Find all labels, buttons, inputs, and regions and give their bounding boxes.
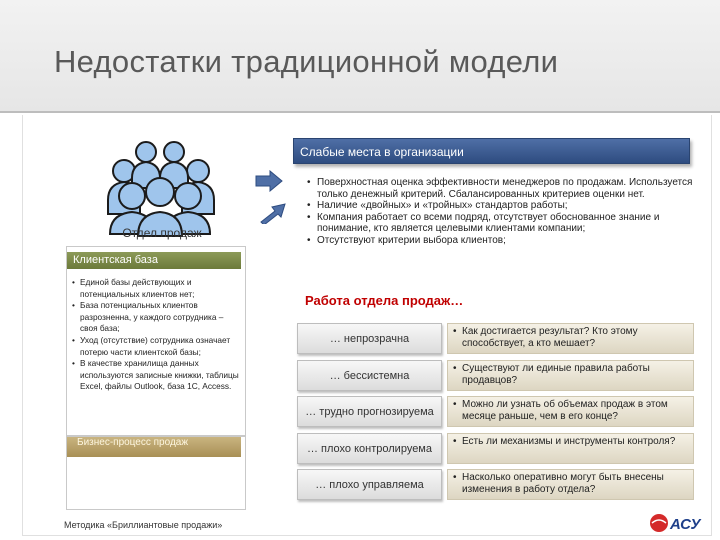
sales-question: • Можно ли узнать об объемах продаж в этом месяце раньше, чем в его конце? bbox=[447, 396, 694, 427]
sales-problem-unsystematic: … бессистемна bbox=[297, 360, 442, 391]
svg-text:АСУ: АСУ bbox=[670, 516, 701, 533]
list-item: • Поверхностная оценка эффективности менеджеров по продажам. Используется только денежный критерий. Сбалансированных критериев оценки нет. bbox=[307, 177, 702, 200]
sales-question: • Насколько оперативно могут быть внесены изменения в работу отдела? bbox=[447, 469, 694, 500]
client-base-header: Клиентская база bbox=[67, 252, 241, 269]
list-item: • Компания работает со всеми подряд, отсутствует обоснованное знание и понимание, кто является целевыми клиентами компании; bbox=[307, 212, 702, 235]
list-item: • Наличие «двойных» и «тройных» стандартов работы; bbox=[307, 200, 702, 212]
list-item: • В качестве хранилища данных используются записные книжки, таблицы Excel, файлы Outlook, база 1С, Access. bbox=[72, 358, 242, 393]
arrow-right-icon bbox=[254, 170, 284, 192]
footer-methodology: Методика «Бриллиантовые продажи» bbox=[64, 520, 223, 530]
person-icon bbox=[146, 178, 174, 206]
list-item: • Уход (отсутствие) сотрудника означает потерю части клиентской базы; bbox=[72, 335, 242, 358]
weaknesses-header: Слабые места в организации bbox=[293, 138, 690, 164]
list-item: • Отсутствуют критерии выбора клиентов; bbox=[307, 235, 702, 247]
sales-problem-unmanaged: … плохо управляема bbox=[297, 469, 442, 500]
person-icon bbox=[136, 142, 156, 162]
page-title: Недостатки традиционной модели bbox=[54, 44, 559, 79]
sales-problem-uncontrolled: … плохо контролируема bbox=[297, 433, 442, 464]
department-label: Отдел продаж bbox=[122, 226, 202, 240]
person-icon bbox=[164, 142, 184, 162]
sales-question: • Как достигается результат? Кто этому способствует, а кто мешает? bbox=[447, 323, 694, 354]
company-logo bbox=[648, 510, 710, 536]
sales-question: • Есть ли механизмы и инструменты контроля? bbox=[447, 433, 694, 464]
person-icon bbox=[187, 160, 209, 182]
title-divider bbox=[0, 111, 720, 113]
sales-problem-opaque: … непрозрачна bbox=[297, 323, 442, 354]
sales-heading: Работа отдела продаж… bbox=[305, 293, 464, 308]
person-icon bbox=[175, 183, 201, 209]
weaknesses-list bbox=[307, 177, 702, 247]
client-base-list bbox=[72, 277, 242, 393]
sales-team-illustration bbox=[90, 138, 230, 238]
list-item: • Единой базы действующих и потенциальных клиентов нет; bbox=[72, 277, 242, 300]
business-process-header: Бизнес-процесс продаж bbox=[67, 437, 241, 457]
arrow-up-right-icon bbox=[258, 202, 288, 224]
list-item: • База потенциальных клиентов разрозненна, у каждого сотрудника – своя база; bbox=[72, 300, 242, 335]
sales-problem-unpredictable: … трудно прогнозируема bbox=[297, 396, 442, 427]
person-icon bbox=[119, 183, 145, 209]
sales-question: • Существуют ли единые правила работы продавцов? bbox=[447, 360, 694, 391]
